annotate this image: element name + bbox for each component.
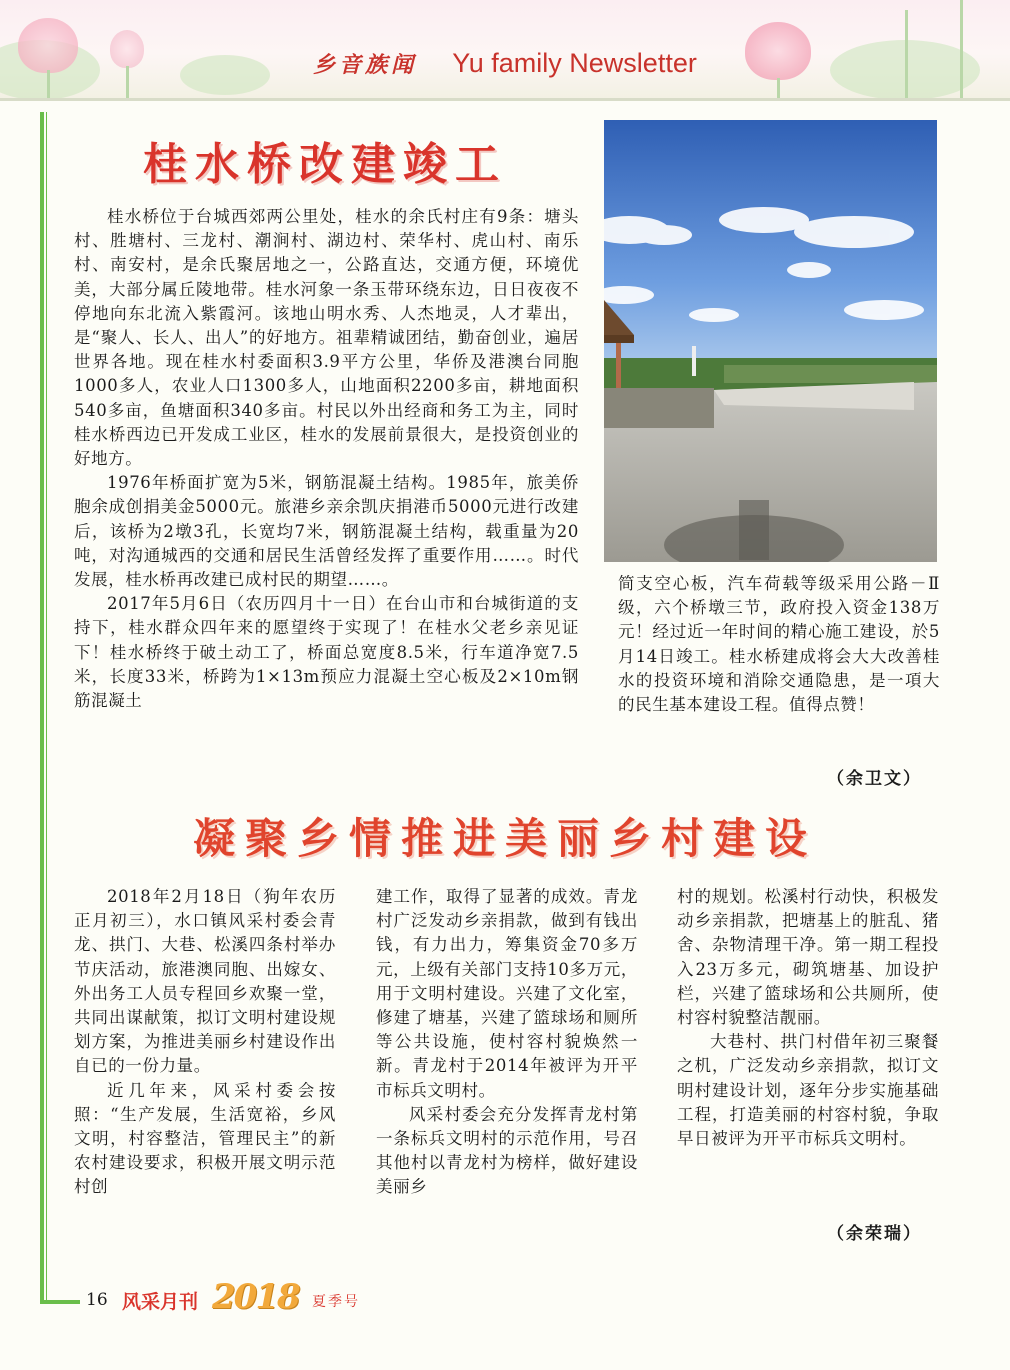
article2-byline: （余荣瑞） — [827, 1224, 922, 1244]
article2-paragraph: 风采村委会充分发挥青龙村第一条标兵文明村的示范作用，号召其他村以青龙村为榜样，做好建设美丽乡 — [376, 1104, 638, 1197]
article2-column-2 — [376, 885, 638, 1200]
article2-paragraph: 村的规划。松溪村行动快，积极发动乡亲捐款，把塘基上的脏乱、猪舍、杂物清理干净。第一期工程投入23万多元，砌筑塘基、加设护栏，兴建了篮球场和公共厕所，使村容村貌整洁靓丽。 — [677, 887, 939, 1028]
article2-paragraph: 建工作，取得了显著的成效。青龙村广泛发动乡亲捐款，做到有钱出钱，有力出力，筹集资金70多万元，上级有关部门支持10多万元，用于文明村建设。兴建了文化室，修建了塘基，兴建了篮球场和厕所等公共设施，使村容村貌焕然一新。青龙村于2014年被评为开平市标兵文明村。 — [376, 887, 638, 1100]
issue-year: 2018 — [212, 1277, 299, 1317]
article2-paragraph: 近几年来，风采村委会按照：“生产发展，生活宽裕，乡风文明，村容整洁，管理民主”的新农村建设要求，积极开展文明示范村创 — [74, 1080, 336, 1197]
article1-paragraph: 2017年5月6日（农历四月十一日）在台山市和台城街道的支持下，桂水群众四年来的愿望终于实现了！在桂水父老乡亲见证下！桂水桥终于破土动工了，桥面总宽度8.5米，行车道净宽7.5米，长度33米，桥跨为1×13m预应力混凝土空心板及2×10m钢筋混凝土 — [74, 594, 579, 711]
article1-left-text — [74, 205, 579, 713]
header-banner — [0, 0, 1010, 101]
article1-right-text — [618, 572, 940, 717]
section-title-cn: 乡音族闻 — [313, 53, 418, 78]
margin-rule — [40, 112, 44, 1302]
article2-paragraph: 大巷村、拱门村借年初三聚餐之机，广泛发动乡亲捐款，拟订文明村建设计划，逐年分步实施基础工程，打造美丽的村容村貌，争取早日被评为开平市标兵文明村。 — [677, 1032, 939, 1149]
page-number: 16 — [86, 1290, 108, 1310]
article2-paragraph: 2018年2月18日（狗年农历正月初三），水口镇风采村委会青龙、拱门、大巷、松溪四条村举办节庆活动，旅港澳同胞、出嫁女、外出务工人员专程回乡欢聚一堂，共同出谋献策，拟订文明村建设规划方案，为推进美丽乡村建设作出自已的一份力量。 — [74, 887, 336, 1076]
article1-byline: （余卫文） — [827, 769, 922, 789]
issue-season: 夏季号 — [312, 1294, 360, 1310]
article1-title: 桂水桥改建竣工 — [143, 139, 507, 190]
article2-column-3 — [677, 885, 939, 1151]
article1-paragraph: 简支空心板，汽车荷载等级采用公路－Ⅱ级，六个桥墩三节，政府投入资金138万元！经过近一年时间的精心施工建设，於5月14日竣工。桂水桥建成将会大大改善桂水的投资环境和消除交通隐患，是一項大的民生基本建设工程。值得点赞！ — [618, 574, 940, 715]
section-title-en: Yu family Newsletter — [452, 48, 697, 78]
article2-column-1 — [74, 885, 336, 1200]
article1-paragraph: 桂水桥位于台城西郊两公里处，桂水的余氏村庄有9条：塘头村、胜塘村、三龙村、潮涧村、湖边村、荣华村、虎山村、南乐村、南安村，是余氏聚居地之一，公路直达，交通方便，环境优美，大部分属丘陵地带。桂水河象一条玉带环绕东边，日日夜夜不停地向东北流入紫霞河。该地山明水秀、人杰地灵，人才辈出，是“聚人、长人、出人”的好地方。祖辈精诚团结，勤奋创业，遍居世界各地。现在桂水村委面积3.9平方公里，华侨及港澳台同胞1000多人，农业人口1300多人，山地面积2200多亩，耕地面积540多亩，鱼塘面积340多亩。村民以外出经商和务工为主，同时桂水桥西边已开发成工业区，桂水的发展前景很大，是投资创业的好地方。 — [74, 207, 579, 469]
article1-paragraph: 1976年桥面扩宽为5米，钢筋混凝土结构。1985年，旅美侨胞余成创捐美金5000元。旅港乡亲余凯庆捐港币5000元进行改建后，该桥为2墩3孔，长宽均7米，钢筋混凝土结构，载重量为20吨，对沟通城西的交通和居民生活曾经发挥了重要作用……。时代发展，桂水桥再改建已成村民的期望……。 — [74, 473, 579, 590]
magazine-name: 风采月刊 — [122, 1291, 199, 1313]
bridge-photo — [604, 120, 937, 562]
article2-title: 凝聚乡情推进美丽乡村建设 — [192, 814, 817, 863]
